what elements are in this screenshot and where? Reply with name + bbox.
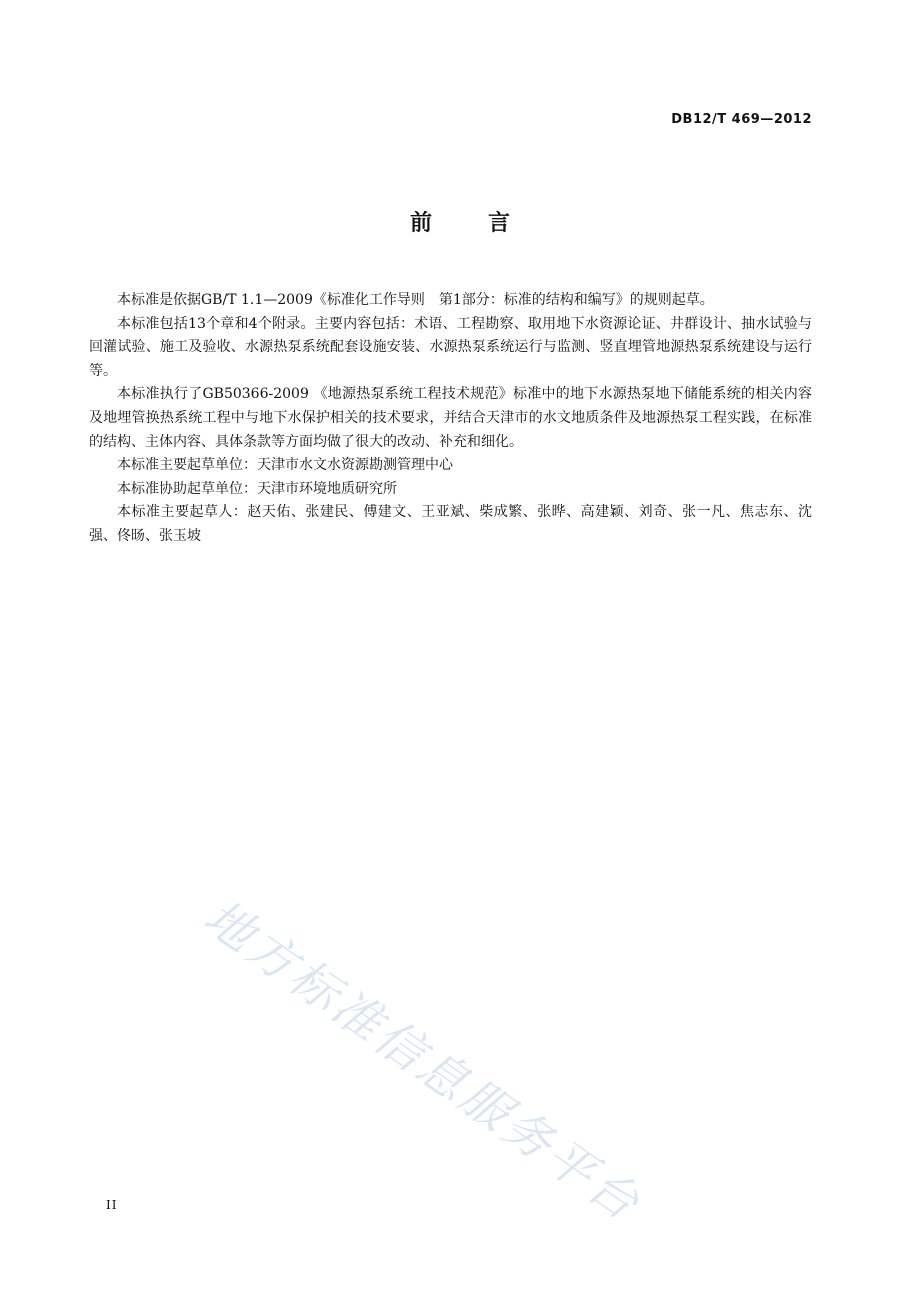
foreword-body	[89, 289, 812, 549]
title-char-1: 前	[409, 211, 432, 236]
paragraph-main-drafter: 本标准主要起草单位：天津市水文水资源勘测管理中心	[117, 457, 453, 474]
paragraph-scope: 本标准包括13个章和4个附录。主要内容包括：术语、工程勘察、取用地下水资源论证、井群设计、抽水试验与回灌试验、施工及验收、水源热泵系统配套设施安装、水源热泵系统运行与监测、竖直埋管地源热泵系统建设与运行等。	[89, 315, 812, 379]
page-title	[0, 206, 920, 237]
page-number: II	[106, 1198, 118, 1212]
title-char-2: 言	[488, 211, 511, 236]
watermark: 地方标准信息服务平台	[193, 889, 652, 1234]
paragraph-drafting-basis: 本标准是依据GB/T 1.1—2009《标准化工作导则 第1部分：标准的结构和编写》的规则起草。	[117, 292, 714, 308]
standard-code: DB12/T 469—2012	[671, 112, 812, 127]
paragraph-reference-standard: 本标准执行了GB50366-2009 《地源热泵系统工程技术规范》标准中的地下水源热泵地下储能系统的相关内容及地埋管换热系统工程中与地下水保护相关的技术要求，并结合天津市的水文地质条件及地源热泵工程实践，在标准的结构、主体内容、具体条款等方面均做了很大的改动、补充和细化。	[89, 386, 812, 450]
paragraph-assisting-drafter: 本标准协助起草单位：天津市环境地质研究所	[117, 480, 397, 497]
paragraph-drafters: 本标准主要起草人：赵天佑、张建民、傅建文、王亚斌、柴成繁、张晔、高建颖、刘奇、张一凡、焦志东、沈强、佟旸、张玉坡	[89, 504, 812, 544]
